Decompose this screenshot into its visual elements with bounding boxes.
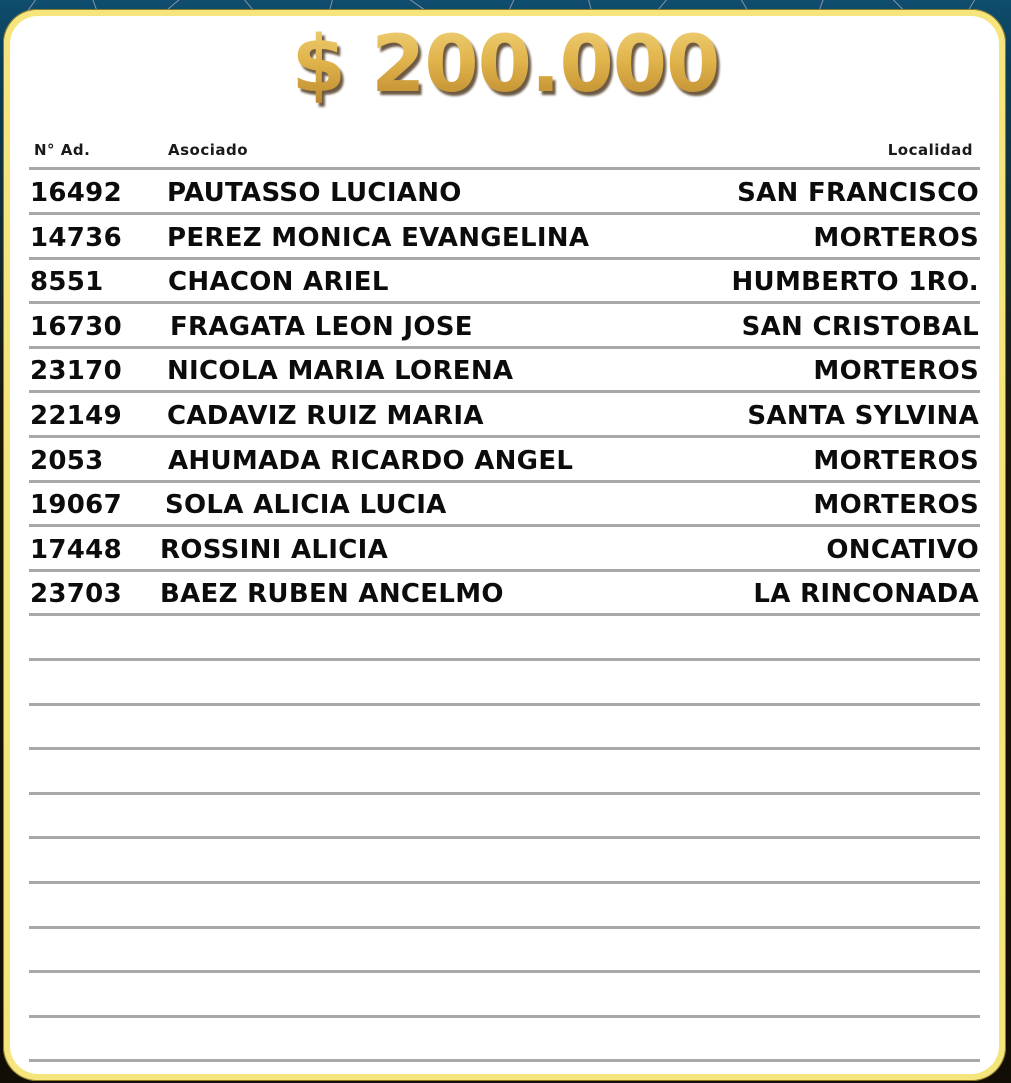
empty-row-line	[29, 792, 980, 795]
member-number: 17448	[30, 535, 122, 565]
header-divider	[29, 167, 980, 170]
locality: MORTEROS	[813, 356, 979, 386]
associate-name: BAEZ RUBEN ANCELMO	[160, 579, 504, 609]
empty-row-line	[29, 970, 980, 973]
associate-name: PAUTASSO LUCIANO	[167, 178, 462, 208]
associate-name: FRAGATA LEON JOSE	[170, 312, 473, 342]
associate-name: CHACON ARIEL	[168, 267, 389, 297]
associate-name: NICOLA MARIA LORENA	[167, 356, 514, 386]
associate-name: CADAVIZ RUIZ MARIA	[167, 401, 484, 431]
empty-row-line	[29, 926, 980, 929]
row-divider	[29, 435, 980, 438]
column-header-associate: Asociado	[168, 141, 249, 159]
row-divider	[29, 346, 980, 349]
empty-row-line	[29, 747, 980, 750]
locality: HUMBERTO 1RO.	[731, 267, 979, 297]
member-number: 23170	[30, 356, 122, 386]
member-number: 16492	[30, 178, 122, 208]
member-number: 14736	[30, 223, 122, 253]
locality: MORTEROS	[813, 223, 979, 253]
empty-row-line	[29, 658, 980, 661]
empty-row-line	[29, 703, 980, 706]
member-number: 22149	[30, 401, 122, 431]
row-divider	[29, 212, 980, 215]
empty-row-line	[29, 1059, 980, 1062]
member-number: 2053	[30, 446, 104, 476]
member-number: 19067	[30, 490, 122, 520]
empty-row-line	[29, 881, 980, 884]
locality: SANTA SYLVINA	[747, 401, 979, 431]
locality: MORTEROS	[813, 490, 979, 520]
row-divider	[29, 524, 980, 527]
prize-header	[0, 0, 1011, 120]
associate-name: SOLA ALICIA LUCIA	[165, 490, 447, 520]
column-header-number: N° Ad.	[34, 141, 91, 159]
member-number: 23703	[30, 579, 122, 609]
prize-amount-title: $ 200.000	[0, 20, 1011, 110]
empty-row-line	[29, 836, 980, 839]
member-number: 8551	[30, 267, 104, 297]
empty-row-line	[29, 1015, 980, 1018]
locality: SAN CRISTOBAL	[741, 312, 979, 342]
row-divider	[29, 480, 980, 483]
associate-name: AHUMADA RICARDO ANGEL	[168, 446, 574, 476]
row-divider	[29, 613, 980, 616]
associate-name: PEREZ MONICA EVANGELINA	[167, 223, 590, 253]
locality: MORTEROS	[813, 446, 979, 476]
row-divider	[29, 257, 980, 260]
member-number: 16730	[30, 312, 122, 342]
column-header-locality: Localidad	[887, 141, 973, 159]
locality: LA RINCONADA	[753, 579, 979, 609]
row-divider	[29, 569, 980, 572]
associate-name: ROSSINI ALICIA	[160, 535, 389, 565]
row-divider	[29, 390, 980, 393]
row-divider	[29, 301, 980, 304]
locality: ONCATIVO	[826, 535, 979, 565]
locality: SAN FRANCISCO	[737, 178, 979, 208]
